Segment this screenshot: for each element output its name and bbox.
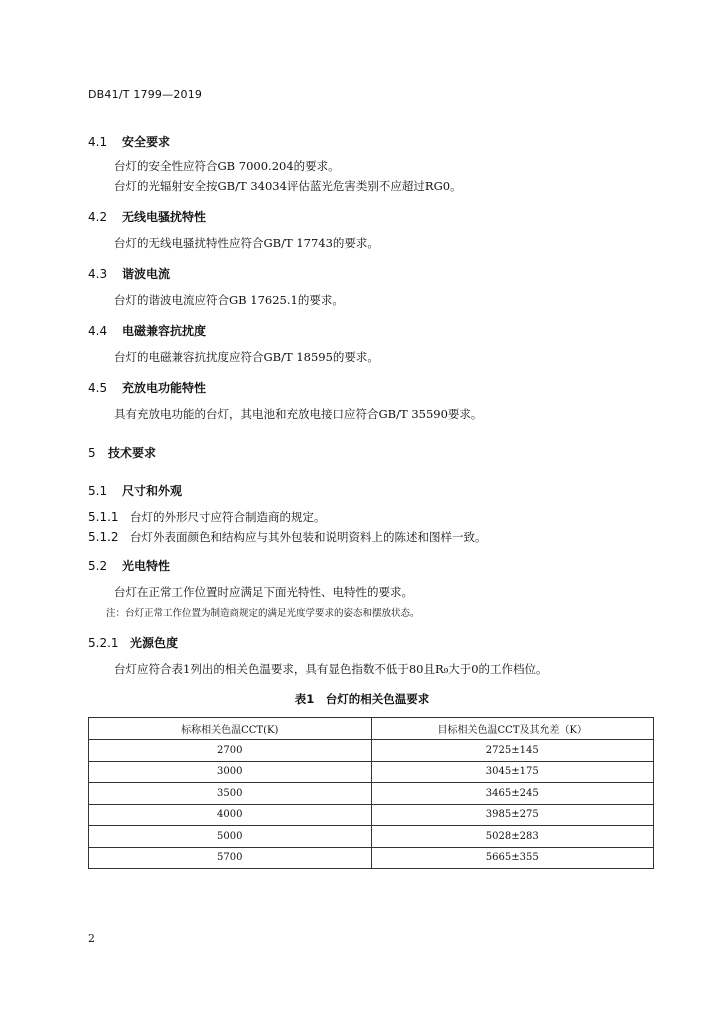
table-cell: 3985±275 [371,804,654,826]
table-cell: 5028±283 [371,826,654,848]
paragraph-4-5: 具有充放电功能的台灯，其电池和充放电接口应符合GB/T 35590要求。 [114,407,483,421]
clause-text: 台灯的外形尺寸应符合制造商的规定。 [130,510,326,524]
section-title: 光电特性 [122,559,171,573]
paragraph-4-1-b: 台灯的光辐射安全按GB/T 34034评估蓝光危害类别不应超过RG0。 [114,179,462,193]
cct-table [88,717,654,869]
table-caption: 表1 台灯的相关色温要求 [294,692,430,706]
note: 注：台灯正常工作位置为制造商规定的满足光度学要求的姿态和摆放状态。 [106,608,420,619]
table-cell: 3045±175 [371,761,654,783]
section-title: 谐波电流 [122,267,171,281]
clause-5-1-1 [88,509,326,525]
section-title: 充放电功能特性 [122,381,207,395]
table-row [89,783,654,805]
table-cell: 5000 [89,826,372,848]
table-cell: 3500 [89,783,372,805]
section-number: 5.1 [88,484,108,498]
clause-5-1-2 [88,529,487,545]
table-header-cell: 目标相关色温CCT及其允差（K） [371,718,654,740]
section-number: 4.4 [88,324,108,338]
table-cell: 5665±355 [371,847,654,869]
clause-number: 5.1.2 [88,530,119,544]
page-number: 2 [88,932,95,945]
section-number: 4.1 [88,135,108,149]
table-row [89,847,654,869]
section-number: 5.2 [88,559,108,573]
section-heading-4-2 [88,208,206,225]
chapter-number: 5 [88,446,96,460]
table-row [89,826,654,848]
paragraph-4-3: 台灯的谐波电流应符合GB 17625.1的要求。 [114,293,344,307]
paragraph-4-1-a: 台灯的安全性应符合GB 7000.204的要求。 [114,159,340,173]
document-code: DB41/T 1799—2019 [88,88,203,101]
section-heading-4-5 [88,379,206,396]
paragraph-5-2: 台灯在正常工作位置时应满足下面光特性、电特性的要求。 [114,585,413,599]
table-cell: 2700 [89,740,372,762]
table-row [89,740,654,762]
paragraph-4-2: 台灯的无线电骚扰特性应符合GB/T 17743的要求。 [114,236,379,250]
chapter-title: 技术要求 [108,446,157,460]
paragraph-4-4: 台灯的电磁兼容抗扰度应符合GB/T 18595的要求。 [114,350,379,364]
table-row [89,761,654,783]
section-title: 电磁兼容抗扰度 [122,324,207,338]
chapter-heading-5 [88,444,156,461]
table-cell: 3000 [89,761,372,783]
section-number: 5.2.1 [88,636,119,650]
section-heading-5-2 [88,557,170,574]
table-cell: 2725±145 [371,740,654,762]
section-heading-5-1 [88,482,182,499]
section-title: 安全要求 [122,135,171,149]
section-title: 尺寸和外观 [122,484,183,498]
table-row [89,804,654,826]
section-number: 4.2 [88,210,108,224]
paragraph-5-2-1: 台灯应符合表1列出的相关色温要求，具有显色指数不低于80且R₉大于0的工作档位。 [114,662,548,676]
clause-text: 台灯外表面颜色和结构应与其外包装和说明资料上的陈述和图样一致。 [130,530,487,544]
table-header-row [89,718,654,740]
table-cell: 3465±245 [371,783,654,805]
section-heading-4-3 [88,265,170,282]
clause-number: 5.1.1 [88,510,119,524]
section-heading-4-1 [88,133,170,150]
section-heading-5-2-1 [88,634,178,651]
section-number: 4.3 [88,267,108,281]
section-title: 光源色度 [130,636,179,650]
section-heading-4-4 [88,322,206,339]
table-header-cell: 标称相关色温CCT(K) [89,718,372,740]
section-number: 4.5 [88,381,108,395]
table-cell: 4000 [89,804,372,826]
table-cell: 5700 [89,847,372,869]
section-title: 无线电骚扰特性 [122,210,207,224]
